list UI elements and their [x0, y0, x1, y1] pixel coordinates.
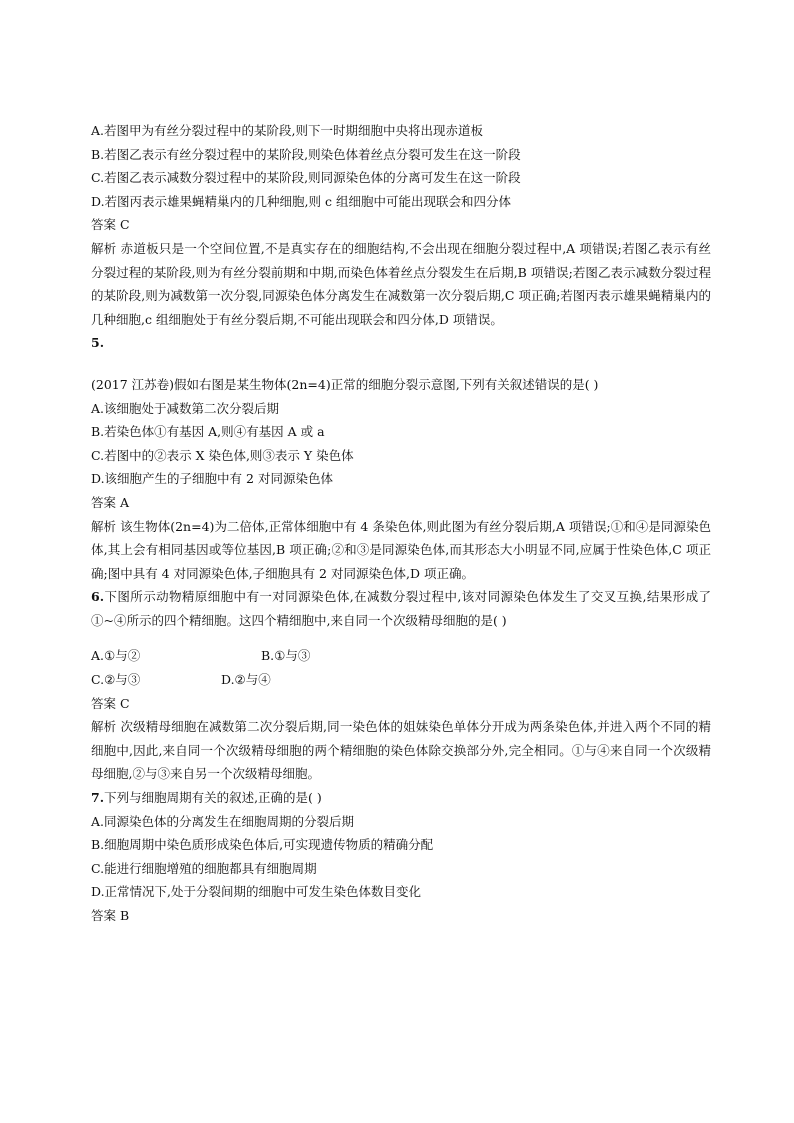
q4-option-c: C.若图乙表示减数分裂过程中的某阶段,则同源染色体的分离可发生在这一阶段 — [91, 170, 521, 186]
q5-option-b: B.若染色体①有基因 A,则④有基因 A 或 a — [91, 424, 325, 440]
q5-analysis: 解析 该生物体(2n=4)为二倍体,正常体细胞中有 4 条染色体,则此图为有丝分裂后期,A 项错误;①和④是同源染色体,其上会有相同基因或等位基因,B 项正确;②和③是同源染色体,而其形态大小明显不同,应属于性染色体,C 项正确;图中具有 4 对同源染色体,子细胞具有 2 对同源染色体,D 项正确。 — [91, 518, 711, 581]
document-content — [91, 119, 711, 928]
q5-option-d: D.该细胞产生的子细胞中有 2 对同源染色体 — [91, 471, 333, 487]
q7-option-a: A.同源染色体的分离发生在细胞周期的分裂后期 — [91, 813, 355, 829]
q6-option-b: B.①与③ — [261, 648, 311, 664]
q5-number: 5. — [91, 335, 105, 351]
q6-analysis: 解析 次级精母细胞在减数第二次分裂后期,同一染色体的姐妹染色单体分开成为两条染色体,并进入两个不同的精细胞中,因此,来自同一个次级精母细胞的两个精细胞的染色体除交换部分外,完全相同。①与④来自同一个次级精母细胞,②与③来自另一个次级精母细胞。 — [91, 719, 711, 782]
q4-option-a: A.若图甲为有丝分裂过程中的某阶段,则下一时期细胞中央将出现赤道板 — [91, 123, 483, 138]
q5-stem: (2017 江苏卷)假如右图是某生物体(2n=4)正常的细胞分裂示意图,下列有关叙述错误的是( ) — [91, 376, 599, 392]
q7-option-d: D.正常情况下,处于分裂间期的细胞中可发生染色体数目变化 — [91, 884, 422, 900]
q4-option-b: B.若图乙表示有丝分裂过程中的某阶段,则染色体着丝点分裂可发生在这一阶段 — [91, 146, 521, 162]
q7-answer: 答案 B — [91, 908, 130, 923]
q7-option-b: B.细胞周期中染色质形成染色体后,可实现遗传物质的精确分配 — [91, 837, 434, 853]
q4-answer: 答案 C — [91, 217, 130, 233]
q4-analysis: 解析 赤道板只是一个空间位置,不是真实存在的细胞结构,不会出现在细胞分裂过程中,A 项错误;若图乙表示有丝分裂过程的某阶段,则为有丝分裂前期和中期,而染色体着丝点分裂发生在后期,B 项错误;若图乙表示减数分裂过程的某阶段,则为减数第一次分裂,同源染色体分离发生在减数第一次分裂后期,C 项正确;若图丙表示雄果蝇精巢内的几种细胞,c 组细胞处于有丝分裂后期,不可能出现联会和四分体,D 项错误。 — [91, 240, 711, 327]
q6-number: 6. — [91, 589, 105, 605]
question-5 — [91, 331, 711, 585]
q7-stem: 下列与细胞周期有关的叙述,正确的是( ) — [104, 790, 322, 806]
question-7 — [91, 786, 711, 928]
q6-options-row-2 — [91, 668, 711, 692]
question-6 — [91, 585, 711, 786]
q6-answer: 答案 C — [91, 695, 130, 711]
q4-option-d: D.若图丙表示雄果蝇精巢内的几种细胞,则 c 组细胞中可能出现联会和四分体 — [91, 193, 511, 209]
q5-answer: 答案 A — [91, 494, 130, 510]
q5-option-a: A.该细胞处于减数第二次分裂后期 — [91, 400, 280, 416]
q6-option-a: A.①与② — [91, 648, 141, 664]
q6-stem-block — [91, 585, 711, 632]
q7-number: 7. — [91, 790, 105, 806]
q7-option-c: C.能进行细胞增殖的细胞都具有细胞周期 — [91, 860, 317, 876]
q7-stem-block — [91, 786, 711, 810]
q6-options-row-1 — [91, 644, 711, 668]
q6-stem: 下图所示动物精原细胞中有一对同源染色体,在减数分裂过程中,该对同源染色体发生了交叉互换,结果形成了①~④所示的四个精细胞。这四个精细胞中,来自同一个次级精母细胞的是( ) — [91, 589, 711, 628]
q5-option-c: C.若图中的②表示 X 染色体,则③表示 Y 染色体 — [91, 447, 354, 463]
q6-option-d: D.②与④ — [221, 672, 271, 688]
q6-option-c: C.②与③ — [91, 672, 141, 688]
question-4 — [91, 119, 711, 331]
